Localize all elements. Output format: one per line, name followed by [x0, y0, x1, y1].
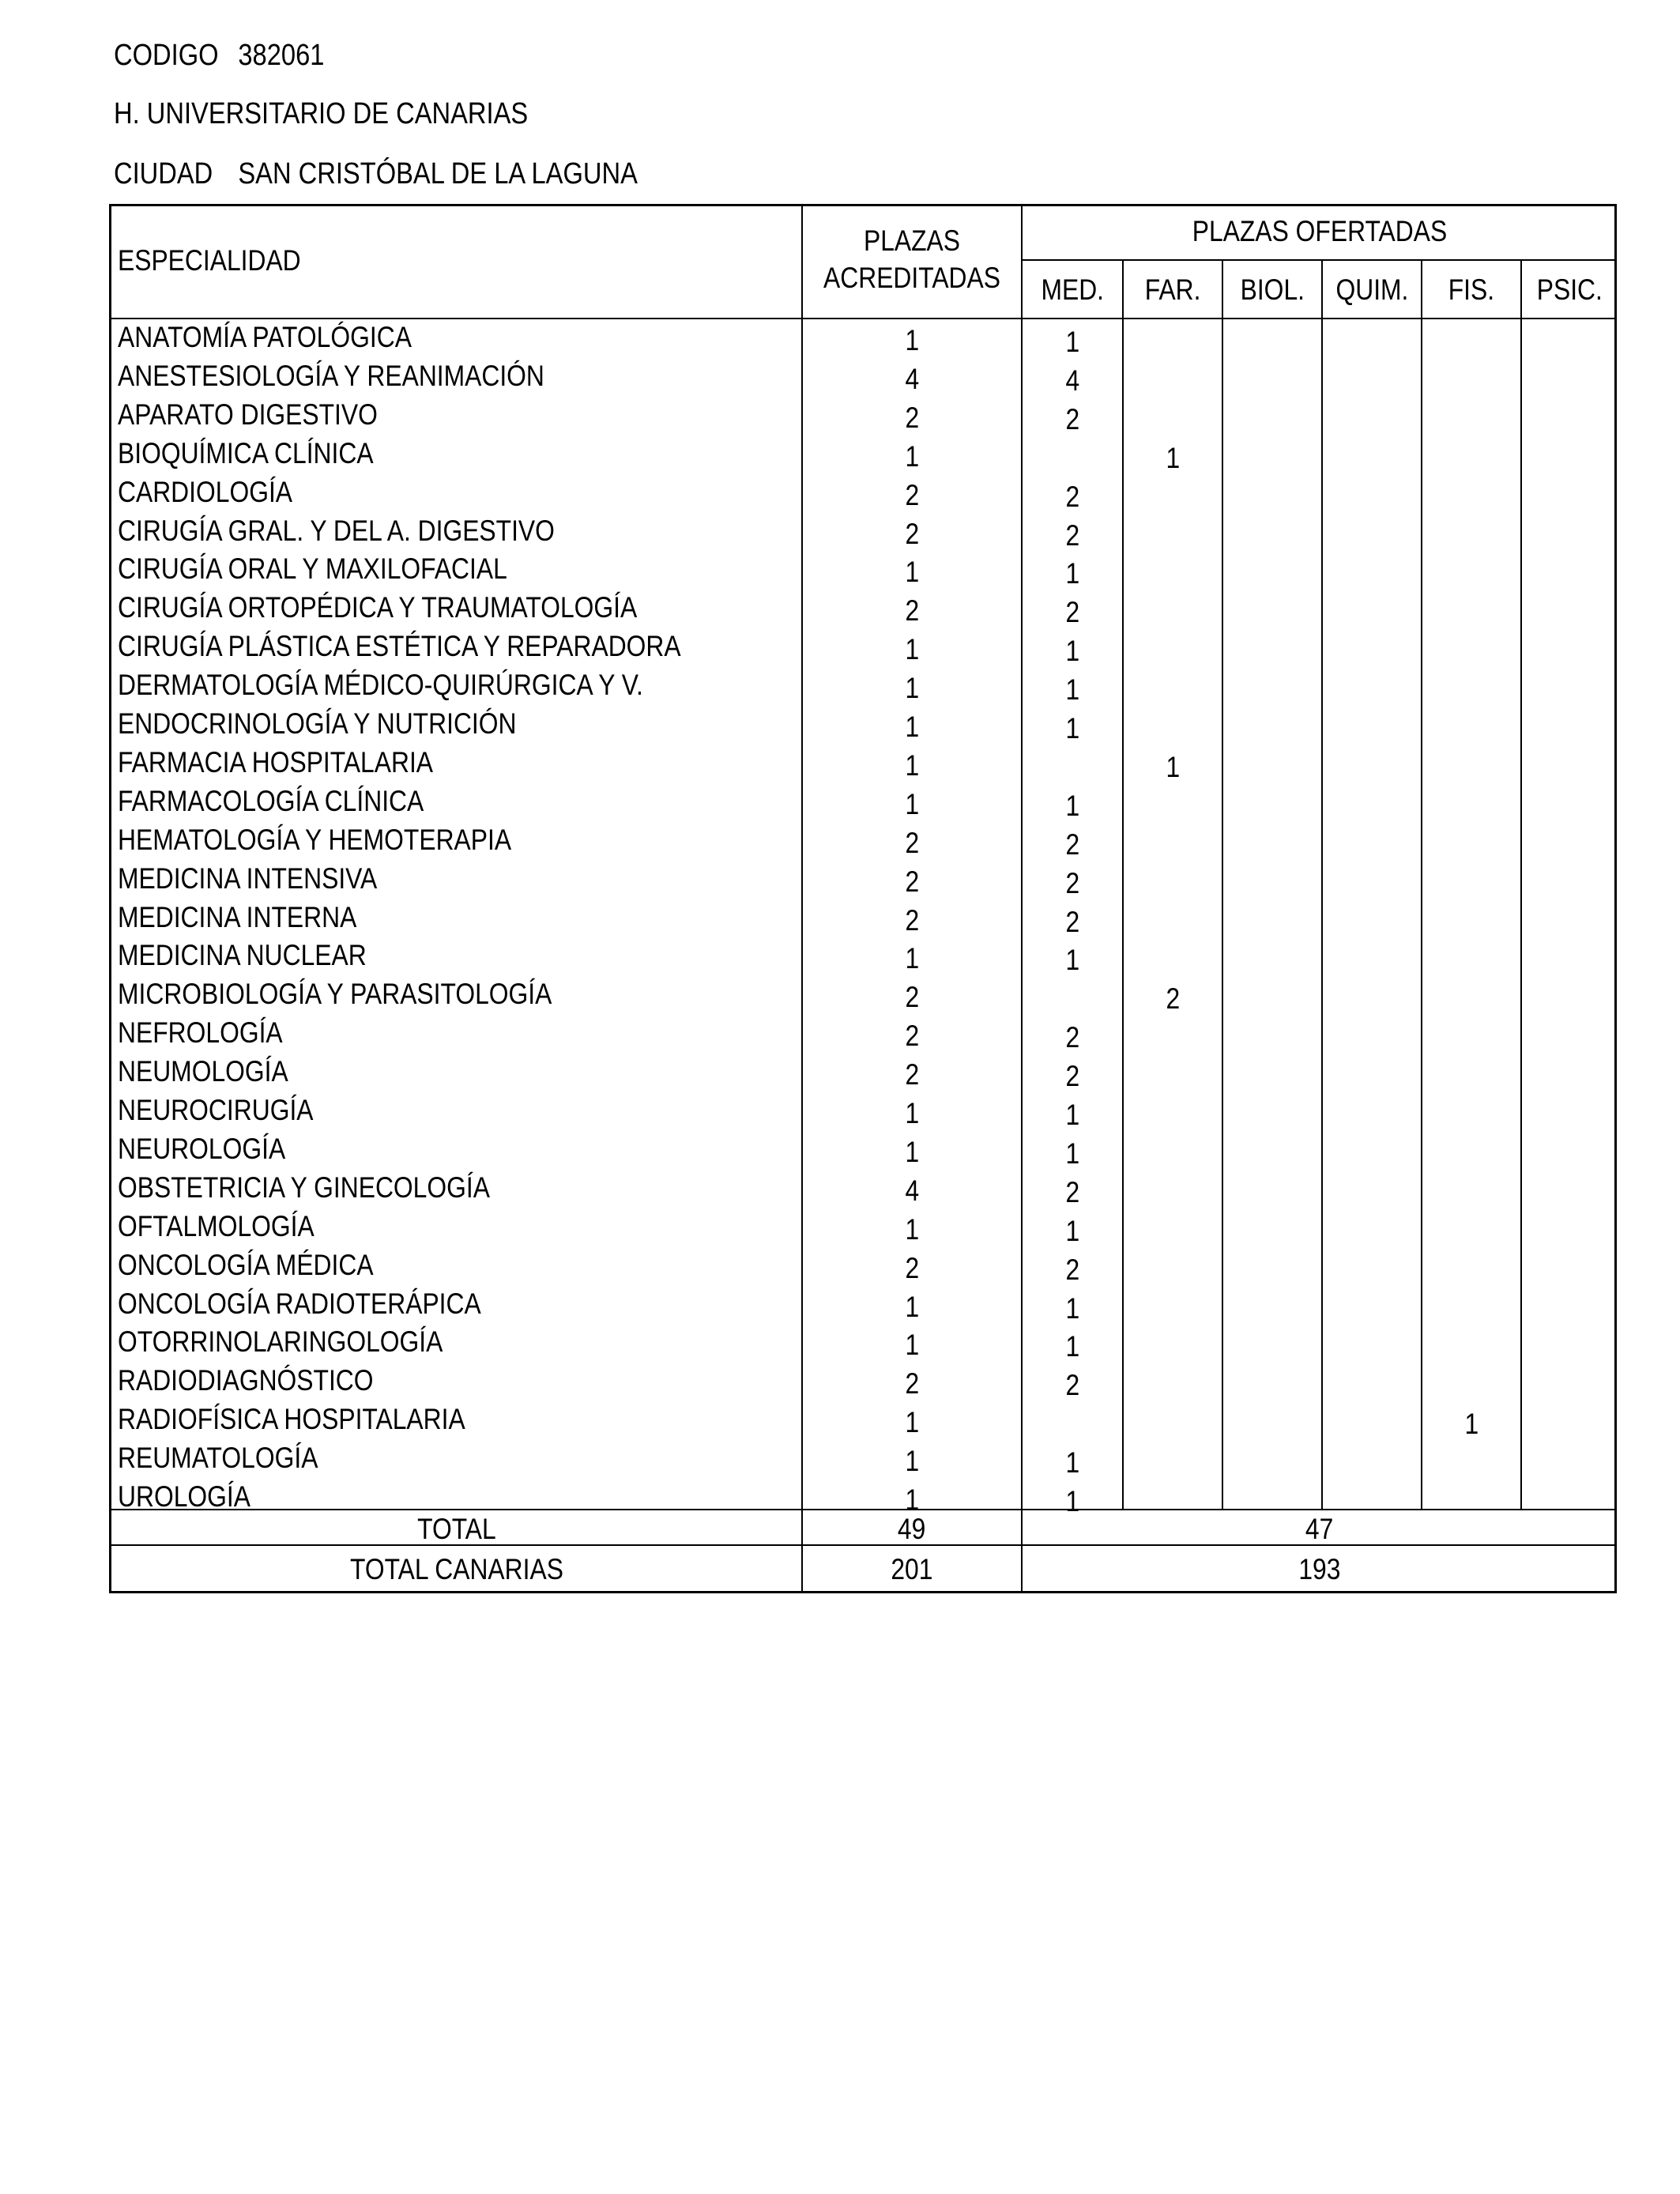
plazas-ofertadas-value — [1522, 1405, 1617, 1443]
plazas-ofertadas-value — [1323, 1444, 1421, 1482]
plazas-ofertadas-value — [1124, 1328, 1222, 1366]
plazas-ofertadas-value — [1422, 748, 1520, 786]
col-header-plazas-ofertadas: PLAZAS OFERTADAS — [1192, 215, 1448, 247]
especialidad-name: NEUROLOGÍA — [118, 1133, 286, 1165]
plazas-ofertadas-value — [1323, 941, 1421, 979]
plazas-ofertadas-value — [1124, 1174, 1222, 1212]
plazas-acreditadas-value: 1 — [905, 711, 919, 743]
plazas-ofertadas-value: 2 — [1065, 906, 1079, 938]
codigo-line — [114, 38, 325, 73]
plazas-ofertadas-value — [1223, 1290, 1321, 1328]
plazas-ofertadas-value — [1323, 401, 1421, 439]
plazas-ofertadas-value — [1323, 1405, 1421, 1443]
plazas-ofertadas-value — [1323, 478, 1421, 516]
especialidad-name: BIOQUÍMICA CLÍNICA — [118, 437, 374, 469]
subcol-header: FIS. — [1448, 273, 1495, 306]
plazas-ofertadas-value — [1124, 671, 1222, 709]
plazas-ofertadas-value — [1422, 478, 1520, 516]
plazas-ofertadas-value — [1023, 1405, 1122, 1443]
plazas-ofertadas-value — [1422, 865, 1520, 903]
plazas-ofertadas-value — [1422, 632, 1520, 670]
plazas-ofertadas-value — [1223, 517, 1321, 555]
plazas-ofertadas-value — [1124, 478, 1222, 516]
plazas-ofertadas-value — [1422, 594, 1520, 631]
especialidad-name: RADIODIAGNÓSTICO — [118, 1364, 374, 1397]
plazas-acreditadas-value: 2 — [905, 865, 919, 898]
plazas-ofertadas-value: 1 — [1065, 1137, 1079, 1170]
plazas-ofertadas-value — [1522, 1096, 1617, 1134]
plazas-ofertadas-value — [1522, 748, 1617, 786]
plazas-ofertadas-value: 1 — [1065, 1099, 1079, 1131]
plazas-ofertadas-value: 2 — [1065, 596, 1079, 628]
plazas-acreditadas-value: 2 — [905, 1020, 919, 1052]
plazas-acreditadas-value: 1 — [905, 440, 919, 473]
plazas-ofertadas-value — [1422, 671, 1520, 709]
plazas-ofertadas-value — [1223, 1096, 1321, 1134]
plazas-ofertadas-value: 1 — [1065, 326, 1079, 358]
plazas-ofertadas-value — [1223, 478, 1321, 516]
plazas-ofertadas-value — [1522, 1019, 1617, 1057]
plazas-ofertadas-value — [1522, 1328, 1617, 1366]
plazas-ofertadas-value: 1 — [1065, 790, 1079, 822]
plazas-ofertadas-value — [1323, 555, 1421, 593]
especialidad-name: HEMATOLOGÍA Y HEMOTERAPIA — [118, 824, 512, 856]
plazas-ofertadas-value — [1522, 865, 1617, 903]
plazas-ofertadas-value: 2 — [1065, 519, 1079, 552]
plazas-ofertadas-value — [1522, 1367, 1617, 1404]
plazas-ofertadas-value — [1124, 1367, 1222, 1404]
plazas-acreditadas-value: 1 — [905, 633, 919, 665]
plazas-ofertadas-value — [1223, 1174, 1321, 1212]
especialidad-name: MEDICINA NUCLEAR — [118, 939, 367, 971]
subcol-header: QUIM. — [1335, 273, 1408, 306]
plazas-ofertadas-value — [1422, 323, 1520, 361]
plazas-ofertadas-value — [1323, 632, 1421, 670]
plazas-ofertadas-value — [1223, 826, 1321, 864]
plazas-ofertadas-value — [1422, 1328, 1520, 1366]
plazas-ofertadas-value — [1323, 671, 1421, 709]
plazas-acreditadas-value: 2 — [905, 401, 919, 434]
plazas-ofertadas-value — [1522, 787, 1617, 825]
plazas-ofertadas-value: 2 — [1065, 1060, 1079, 1092]
plazas-ofertadas-value — [1422, 517, 1520, 555]
plazas-ofertadas-value: 1 — [1166, 442, 1180, 474]
ciudad-label: CIUDAD — [114, 157, 213, 190]
especialidad-name: REUMATOLOGÍA — [118, 1442, 318, 1474]
plazas-ofertadas-value — [1522, 1290, 1617, 1328]
especialidad-name: ONCOLOGÍA RADIOTERÁPICA — [118, 1287, 481, 1320]
especialidad-name: ONCOLOGÍA MÉDICA — [118, 1249, 374, 1281]
plazas-ofertadas-value: 2 — [1065, 1253, 1079, 1286]
total-canarias-ofertadas: 193 — [1298, 1553, 1341, 1585]
plazas-ofertadas-value — [1522, 710, 1617, 748]
plazas-ofertadas-value — [1223, 865, 1321, 903]
total-acreditadas: 49 — [898, 1513, 926, 1545]
plazas-ofertadas-value — [1323, 1057, 1421, 1095]
plazas-ofertadas-value — [1422, 1174, 1520, 1212]
row-divider — [111, 318, 1617, 319]
plazas-ofertadas-value — [1124, 1405, 1222, 1443]
plazas-ofertadas-value — [1323, 1367, 1421, 1404]
ciudad-line — [114, 156, 638, 191]
plazas-acreditadas-value: 1 — [905, 556, 919, 588]
plazas-ofertadas-value — [1323, 594, 1421, 631]
subcol-header: FAR. — [1144, 273, 1201, 306]
plazas-ofertadas-value: 2 — [1065, 828, 1079, 861]
plazas-ofertadas-value — [1223, 439, 1321, 477]
subcol-header: PSIC. — [1536, 273, 1603, 306]
hospital-name — [114, 96, 528, 131]
plazas-ofertadas-value — [1522, 632, 1617, 670]
plazas-acreditadas-value: 1 — [905, 749, 919, 782]
especialidad-name: APARATO DIGESTIVO — [118, 398, 378, 431]
plazas-acreditadas-value: 1 — [905, 942, 919, 974]
plazas-ofertadas-value: 1 — [1065, 1485, 1079, 1517]
plazas-ofertadas-value — [1124, 787, 1222, 825]
row-divider — [1021, 259, 1617, 261]
plazas-ofertadas-value: 1 — [1065, 635, 1079, 667]
plazas-ofertadas-value — [1522, 1251, 1617, 1289]
plazas-ofertadas-value — [1422, 710, 1520, 748]
especialidad-name: CIRUGÍA ORTOPÉDICA Y TRAUMATOLOGÍA — [118, 591, 638, 624]
plazas-ofertadas-value: 2 — [1065, 481, 1079, 513]
plazas-ofertadas-value — [1323, 1328, 1421, 1366]
plazas-ofertadas-value — [1422, 826, 1520, 864]
plazas-ofertadas-value — [1323, 1096, 1421, 1134]
plazas-ofertadas-value — [1323, 1290, 1421, 1328]
plazas-ofertadas-value — [1223, 1212, 1321, 1250]
plazas-ofertadas-value: 2 — [1065, 1369, 1079, 1401]
plazas-ofertadas-value — [1223, 1135, 1321, 1173]
plazas-acreditadas-value: 4 — [905, 363, 919, 395]
plazas-ofertadas-value — [1124, 632, 1222, 670]
plazas-ofertadas-value — [1422, 903, 1520, 941]
col-header-plazas: PLAZAS — [863, 224, 961, 257]
especialidad-name: ANESTESIOLOGÍA Y REANIMACIÓN — [118, 360, 544, 392]
plazas-ofertadas-value — [1522, 1444, 1617, 1482]
plazas-ofertadas-value — [1323, 980, 1421, 1018]
plazas-ofertadas-value — [1522, 941, 1617, 979]
plazas-ofertadas-value: 2 — [1065, 867, 1079, 899]
plazas-ofertadas-value — [1124, 594, 1222, 631]
plazas-ofertadas-value — [1323, 1135, 1421, 1173]
plazas-acreditadas-value: 1 — [905, 1445, 919, 1477]
plazas-ofertadas-value — [1522, 478, 1617, 516]
especialidad-name: OTORRINOLARINGOLOGÍA — [118, 1325, 443, 1358]
especialidad-name: MICROBIOLOGÍA Y PARASITOLOGÍA — [118, 978, 552, 1010]
especialidad-name: NEUROCIRUGÍA — [118, 1094, 314, 1126]
plazas-ofertadas-value — [1422, 1019, 1520, 1057]
plazas-acreditadas-value: 2 — [905, 827, 919, 859]
plazas-ofertadas-value — [1124, 1096, 1222, 1134]
plazas-ofertadas-value — [1522, 401, 1617, 439]
plazas-ofertadas-value — [1323, 1019, 1421, 1057]
plazas-ofertadas-value: 1 — [1166, 751, 1180, 783]
especialidad-name: UROLOGÍA — [118, 1480, 250, 1513]
plazas-ofertadas-value — [1522, 362, 1617, 400]
especialidad-name: CIRUGÍA ORAL Y MAXILOFACIAL — [118, 552, 507, 585]
plazas-ofertadas-value — [1124, 1251, 1222, 1289]
hospital-label: H. UNIVERSITARIO DE CANARIAS — [114, 97, 529, 130]
plazas-acreditadas-value: 1 — [905, 1406, 919, 1438]
plazas-ofertadas-value: 1 — [1065, 1292, 1079, 1325]
plazas-ofertadas-value — [1223, 1251, 1321, 1289]
plazas-ofertadas-value: 1 — [1065, 944, 1079, 976]
plazas-ofertadas-value — [1124, 1057, 1222, 1095]
especialidad-name: FARMACOLOGÍA CLÍNICA — [118, 785, 424, 817]
plazas-ofertadas-value — [1323, 787, 1421, 825]
plazas-acreditadas-value: 1 — [905, 1483, 919, 1516]
plazas-ofertadas-value — [1522, 517, 1617, 555]
especialidad-name: CIRUGÍA GRAL. Y DEL A. DIGESTIVO — [118, 515, 555, 547]
plazas-ofertadas-value — [1522, 594, 1617, 631]
plazas-ofertadas-value — [1223, 401, 1321, 439]
plazas-ofertadas-value — [1422, 439, 1520, 477]
plazas-ofertadas-value: 1 — [1065, 712, 1079, 745]
plazas-acreditadas-value: 2 — [905, 594, 919, 627]
especialidad-name: CARDIOLOGÍA — [118, 476, 293, 508]
especialidad-name: RADIOFÍSICA HOSPITALARIA — [118, 1403, 465, 1435]
plazas-ofertadas-value: 2 — [1065, 1176, 1079, 1208]
plazas-ofertadas-value — [1522, 980, 1617, 1018]
plazas-acreditadas-value: 1 — [905, 788, 919, 820]
plazas-ofertadas-value — [1323, 865, 1421, 903]
plazas-ofertadas-value: 4 — [1065, 364, 1079, 397]
plazas-ofertadas-value — [1124, 1212, 1222, 1250]
col-header-especialidad: ESPECIALIDAD — [118, 244, 301, 277]
plazas-acreditadas-value: 4 — [905, 1174, 919, 1207]
plazas-ofertadas-value — [1422, 1367, 1520, 1404]
plazas-ofertadas-value — [1323, 362, 1421, 400]
total-canarias-acreditadas: 201 — [891, 1553, 933, 1585]
plazas-ofertadas-value — [1023, 980, 1122, 1018]
especialidad-name: OBSTETRICIA Y GINECOLOGÍA — [118, 1171, 490, 1204]
plazas-ofertadas-value — [1223, 555, 1321, 593]
plazas-ofertadas-value — [1522, 1057, 1617, 1095]
plazas-ofertadas-value — [1124, 710, 1222, 748]
col-header-acreditadas: ACREDITADAS — [823, 262, 1000, 294]
plazas-ofertadas-value — [1522, 439, 1617, 477]
total-canarias-label: TOTAL CANARIAS — [349, 1553, 563, 1585]
plazas-ofertadas-value — [1223, 594, 1321, 631]
plazas-ofertadas-value — [1422, 1135, 1520, 1173]
plazas-ofertadas-value — [1223, 710, 1321, 748]
plazas-ofertadas-value — [1323, 439, 1421, 477]
plazas-ofertadas-value — [1124, 826, 1222, 864]
plazas-ofertadas-value — [1124, 1290, 1222, 1328]
plazas-ofertadas-value — [1223, 1367, 1321, 1404]
plazas-ofertadas-value: 2 — [1166, 982, 1180, 1015]
plazas-ofertadas-value: 1 — [1065, 1446, 1079, 1479]
especialidad-name: MEDICINA INTERNA — [118, 901, 357, 933]
especialidad-name: DERMATOLOGÍA MÉDICO-QUIRÚRGICA Y V. — [118, 669, 643, 701]
plazas-ofertadas-value — [1223, 1019, 1321, 1057]
plazas-ofertadas-value — [1223, 787, 1321, 825]
especialidad-name: ANATOMÍA PATOLÓGICA — [118, 321, 412, 353]
plazas-ofertadas-value — [1422, 787, 1520, 825]
plazas-ofertadas-value — [1223, 1328, 1321, 1366]
subcol-header: MED. — [1041, 273, 1104, 306]
plazas-ofertadas-value — [1223, 1057, 1321, 1095]
plazas-ofertadas-value — [1124, 941, 1222, 979]
plazas-ofertadas-value — [1522, 555, 1617, 593]
plazas-ofertadas-value — [1323, 1212, 1421, 1250]
plazas-ofertadas-value — [1223, 632, 1321, 670]
plazas-ofertadas-value: 1 — [1065, 557, 1079, 590]
plazas-ofertadas-value — [1023, 748, 1122, 786]
plazas-acreditadas-value: 1 — [905, 1329, 919, 1361]
plazas-acreditadas-value: 2 — [905, 1058, 919, 1091]
plazas-ofertadas-value — [1323, 517, 1421, 555]
plazas-ofertadas-value — [1323, 710, 1421, 748]
plazas-ofertadas-value — [1124, 1135, 1222, 1173]
plazas-ofertadas-value — [1323, 748, 1421, 786]
plazas-acreditadas-value: 2 — [905, 981, 919, 1013]
plazas-ofertadas-value: 1 — [1065, 1330, 1079, 1363]
plazas-ofertadas-value — [1223, 941, 1321, 979]
plazas-ofertadas-value — [1124, 555, 1222, 593]
plazas-acreditadas-value: 1 — [905, 1291, 919, 1323]
plazas-ofertadas-value — [1223, 323, 1321, 361]
plazas-ofertadas-value — [1522, 1135, 1617, 1173]
plazas-ofertadas-value — [1223, 362, 1321, 400]
plazas-acreditadas-value: 1 — [905, 324, 919, 356]
plazas-ofertadas-value — [1223, 903, 1321, 941]
plazas-ofertadas-value — [1522, 323, 1617, 361]
plazas-ofertadas-value — [1124, 362, 1222, 400]
codigo-value: 382061 — [238, 39, 325, 72]
total-ofertadas: 47 — [1305, 1513, 1334, 1545]
plazas-ofertadas-value — [1223, 1405, 1321, 1443]
especialidad-name: NEFROLOGÍA — [118, 1016, 283, 1049]
plazas-ofertadas-value — [1124, 903, 1222, 941]
plazas-acreditadas-value: 2 — [905, 1367, 919, 1400]
plazas-acreditadas-value: 1 — [905, 672, 919, 704]
plazas-acreditadas-value: 2 — [905, 518, 919, 550]
plazas-ofertadas-value: 1 — [1065, 673, 1079, 706]
plazas-ofertadas-value — [1323, 1251, 1421, 1289]
plazas-ofertadas-value — [1124, 401, 1222, 439]
plazas-ofertadas-value — [1323, 826, 1421, 864]
plazas-ofertadas-value — [1422, 401, 1520, 439]
plazas-acreditadas-value: 1 — [905, 1136, 919, 1168]
especialidad-name: MEDICINA INTENSIVA — [118, 862, 378, 895]
ciudad-value: SAN CRISTÓBAL DE LA LAGUNA — [238, 157, 638, 190]
especialidad-name: NEUMOLOGÍA — [118, 1055, 288, 1088]
subcol-header: BIOL. — [1240, 273, 1305, 306]
plazas-ofertadas-value: 1 — [1464, 1408, 1478, 1440]
plazas-ofertadas-value — [1223, 748, 1321, 786]
plazas-ofertadas-value — [1422, 1290, 1520, 1328]
plazas-ofertadas-value — [1223, 980, 1321, 1018]
especialidad-name: CIRUGÍA PLÁSTICA ESTÉTICA Y REPARADORA — [118, 630, 681, 662]
plazas-acreditadas-value: 2 — [905, 1252, 919, 1284]
codigo-label: CODIGO — [114, 39, 219, 72]
especialidad-name: ENDOCRINOLOGÍA Y NUTRICIÓN — [118, 707, 517, 740]
plazas-ofertadas-value: 1 — [1065, 1215, 1079, 1247]
plazas-ofertadas-value — [1522, 903, 1617, 941]
especialidad-name: OFTALMOLOGÍA — [118, 1210, 315, 1242]
plazas-acreditadas-value: 2 — [905, 904, 919, 937]
plazas-ofertadas-value — [1323, 1174, 1421, 1212]
plazas-ofertadas-value — [1323, 323, 1421, 361]
plazas-table — [109, 204, 1617, 1593]
plazas-ofertadas-value — [1422, 555, 1520, 593]
plazas-ofertadas-value — [1522, 671, 1617, 709]
plazas-ofertadas-value — [1522, 1212, 1617, 1250]
plazas-acreditadas-value: 2 — [905, 479, 919, 511]
plazas-ofertadas-value — [1422, 362, 1520, 400]
plazas-ofertadas-value — [1422, 1251, 1520, 1289]
plazas-ofertadas-value — [1422, 941, 1520, 979]
plazas-acreditadas-value: 1 — [905, 1097, 919, 1129]
especialidad-name: FARMACIA HOSPITALARIA — [118, 746, 434, 778]
plazas-ofertadas-value — [1124, 1019, 1222, 1057]
plazas-ofertadas-value — [1323, 903, 1421, 941]
plazas-ofertadas-value — [1522, 826, 1617, 864]
plazas-ofertadas-value — [1023, 439, 1122, 477]
plazas-ofertadas-value — [1223, 671, 1321, 709]
plazas-acreditadas-value: 1 — [905, 1213, 919, 1246]
total-label: TOTAL — [416, 1513, 496, 1545]
plazas-ofertadas-value — [1422, 1212, 1520, 1250]
plazas-ofertadas-value — [1422, 1057, 1520, 1095]
plazas-ofertadas-value — [1124, 1444, 1222, 1482]
plazas-ofertadas-value — [1422, 980, 1520, 1018]
plazas-ofertadas-value — [1124, 865, 1222, 903]
plazas-ofertadas-value — [1124, 517, 1222, 555]
plazas-ofertadas-value: 2 — [1065, 1021, 1079, 1054]
plazas-ofertadas-value — [1124, 323, 1222, 361]
plazas-ofertadas-value — [1522, 1174, 1617, 1212]
plazas-ofertadas-value — [1223, 1444, 1321, 1482]
plazas-ofertadas-value: 2 — [1065, 403, 1079, 435]
plazas-ofertadas-value — [1422, 1444, 1520, 1482]
plazas-ofertadas-value — [1422, 1096, 1520, 1134]
